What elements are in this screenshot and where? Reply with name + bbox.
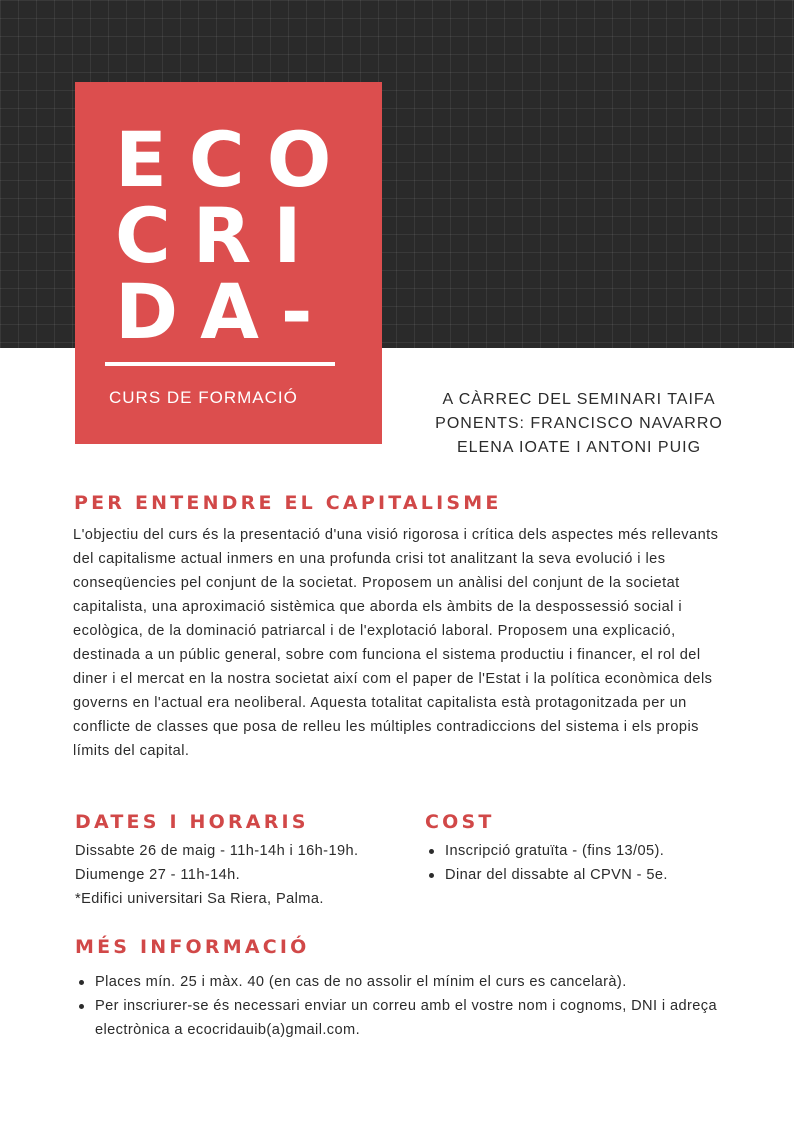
dates-line-1: Dissabte 26 de maig - 11h-14h i 16h-19h. [75,843,359,859]
info-list [75,970,735,1042]
dates-line-3: *Edifici universitari Sa Riera, Palma. [75,891,324,907]
cost-heading: COST [425,811,495,833]
cost-list [425,839,745,887]
dates-heading: DATES I HORARIS [75,811,309,833]
info-heading: MÉS INFORMACIÓ [75,936,310,958]
list-item: Places mín. 25 i màx. 40 (en cas de no assolir el mínim el curs es cancelarà). [75,970,735,994]
dates-block [75,839,420,911]
intro-heading: PER ENTENDRE EL CAPITALISME [74,492,502,514]
title-line-1: ECO [115,115,354,204]
list-item: Inscripció gratuïta - (fins 13/05). [425,839,745,863]
subtitle: CURS DE FORMACIÓ [109,388,298,407]
speakers-line-1: A CÀRREC DEL SEMINARI TAIFA [442,391,716,408]
title-line-2: CRI [115,191,324,280]
speakers-line-3: ELENA IOATE I ANTONI PUIG [456,439,702,456]
intro-paragraph: L'objectiu del curs és la presentació d'una visió rigorosa i crítica dels aspectes més rellevants del capitalisme actual inmers en una profunda crisi tot analitzant la seva evolució i les conseqüencies pel conjunt de la societat. Proposem un anàlisi del conjunt de la societat capitalista, una aproximació sistèmica que aborda els àmbits de la despossessió social i ecològica, de la dominació patriarcal i de l'explotació laboral. Proposem una explicació, destinada a un públic general, sobre com funciona el sistema productiu i financer, el rol del diner i el mercat en la nostra societat així com el paper de l'Estat i la política econòmica dels governs en l'actual era neoliberal. Aquesta totalitat capitalista està protagonitzada per un conflicte de classes que posa de relleu les múltiples contradiccions del sistema i els propis límits del capital. [73,527,719,759]
title-box [75,82,382,444]
dates-line-2: Diumenge 27 - 11h-14h. [75,867,241,883]
speakers-line-2: PONENTS: FRANCISCO NAVARRO [435,415,723,432]
list-item: Per inscriurer-se és necessari enviar un correu amb el vostre nom i cognoms, DNI i adreça electrònica a ecocridauib(a)gmail.com. [75,994,735,1042]
speakers-block [412,388,746,460]
list-item: Dinar del dissabte al CPVN - 5e. [425,863,745,887]
title-divider [105,362,335,366]
title-line-3: DA- [115,267,335,356]
